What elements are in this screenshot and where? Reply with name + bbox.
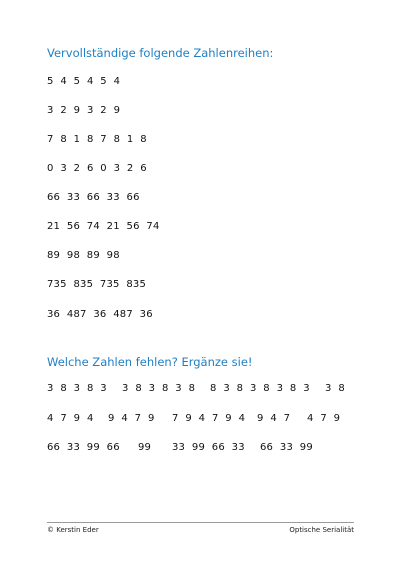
missing-row2-group-3: 7 9 4 7 9 4 bbox=[172, 413, 246, 424]
missing-row3-group-4: 66 33 99 bbox=[260, 442, 313, 453]
missing-row3-group-2: 99 bbox=[138, 442, 152, 453]
footer-divider bbox=[47, 522, 354, 523]
missing-row2-group-5: 4 7 9 bbox=[307, 413, 341, 424]
number-row-1: 5 4 5 4 5 4 bbox=[47, 76, 121, 87]
missing-row1-group-1: 3 8 3 8 3 bbox=[47, 383, 107, 394]
number-row-2: 3 2 9 3 2 9 bbox=[47, 105, 121, 116]
number-row-8: 735 835 735 835 bbox=[47, 279, 147, 290]
missing-row1-group-4: 3 8 bbox=[325, 383, 345, 394]
missing-row1-group-2: 3 8 3 8 3 8 bbox=[122, 383, 196, 394]
section2-heading: Welche Zahlen fehlen? Ergänze sie! bbox=[47, 355, 253, 369]
number-row-9: 36 487 36 487 36 bbox=[47, 309, 153, 320]
missing-row2-group-1: 4 7 9 4 bbox=[47, 413, 94, 424]
number-row-4: 0 3 2 6 0 3 2 6 bbox=[47, 163, 147, 174]
number-row-6: 21 56 74 21 56 74 bbox=[47, 221, 160, 232]
number-row-3: 7 8 1 8 7 8 1 8 bbox=[47, 134, 147, 145]
number-row-5: 66 33 66 33 66 bbox=[47, 192, 140, 203]
missing-row2-group-4: 9 4 7 bbox=[257, 413, 291, 424]
footer-copyright: © Kerstin Eder bbox=[47, 526, 99, 534]
number-row-7: 89 98 89 98 bbox=[47, 250, 120, 261]
missing-row2-group-2: 9 4 7 9 bbox=[108, 413, 155, 424]
missing-row3-group-1: 66 33 99 66 bbox=[47, 442, 120, 453]
footer-title: Optische Serialität bbox=[289, 526, 354, 534]
missing-row3-group-3: 33 99 66 33 bbox=[172, 442, 245, 453]
section1-heading: Vervollständige folgende Zahlenreihen: bbox=[47, 46, 274, 60]
missing-row1-group-3: 8 3 8 3 8 3 8 3 bbox=[210, 383, 310, 394]
